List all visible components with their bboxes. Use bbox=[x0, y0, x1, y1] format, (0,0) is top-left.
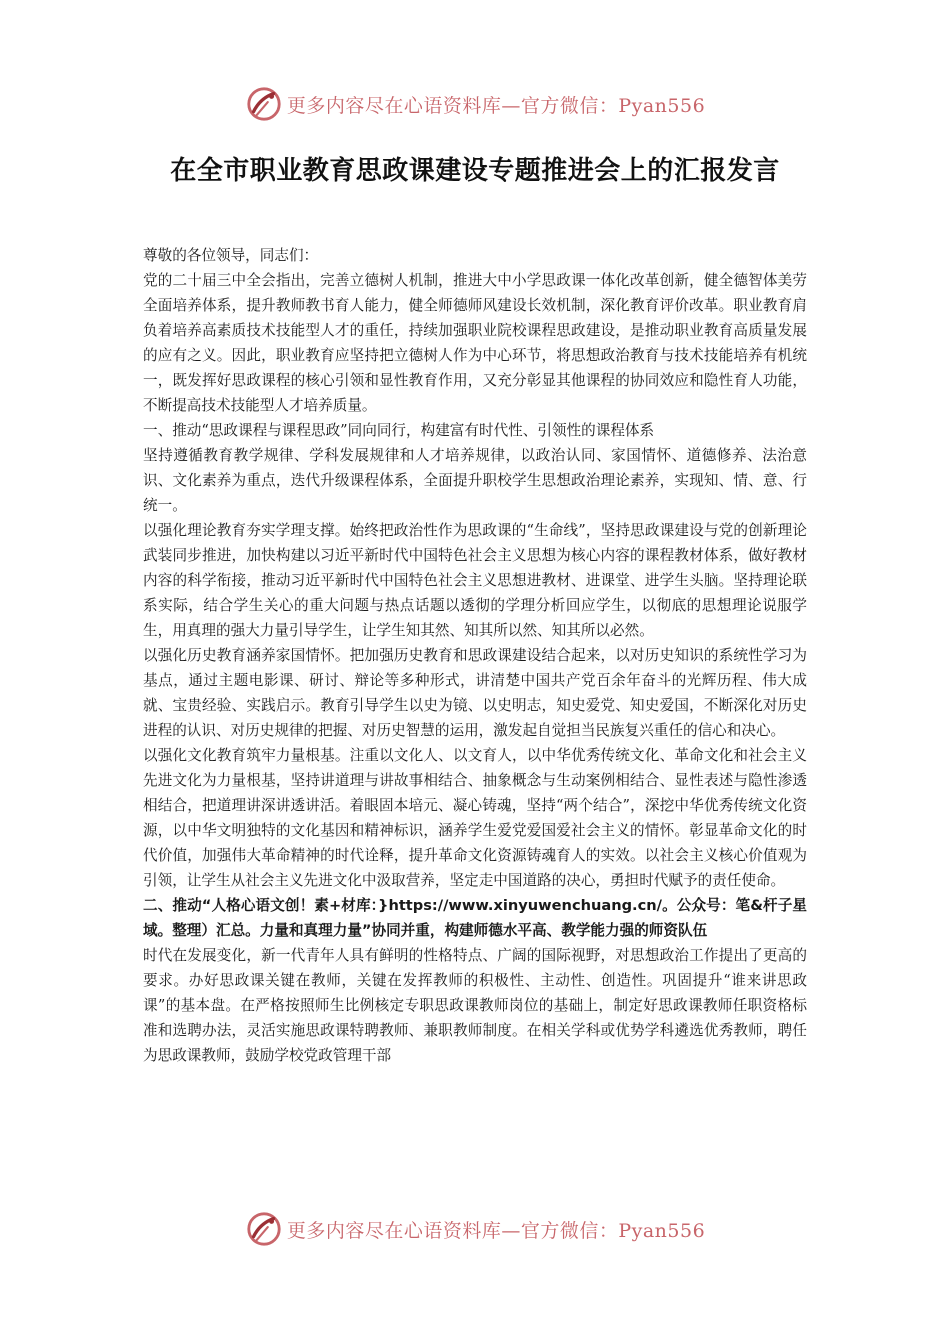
paragraph: 以强化理论教育夯实学理支撑。始终把政治性作为思政课的“生命线”，坚持思政课建设与党的创新理论武装同步推进，加快构建以习近平新时代中国特色社会主义思想为核心内容的课程教材体系，做好教材内容的科学衔接，推动习近平新时代中国特色社会主义思想进教材、进课堂、进学生头脑。坚持理论联系实际，结合学生关心的重大问题与热点话题以透彻的学理分析回应学生，以彻底的思想理论说服学生，用真理的强大力量引导学生，让学生知其然、知其所以然、知其所以必然。 bbox=[143, 522, 807, 639]
document-body bbox=[143, 243, 807, 1068]
paragraph: 党的二十届三中全会指出，完善立德树人机制，推进大中小学思政课一体化改革创新，健全德智体美劳全面培养体系，提升教师教书育人能力，健全师德师风建设长效机制，深化教育评价改革。职业教育肩负着培养高素质技术技能型人才的重任，持续加强职业院校课程思政建设，是推动职业教育高质量发展的应有之义。因此，职业教育应坚持把立德树人作为中心环节，将思想政治教育与技术技能培养有机统一，既发挥好思政课程的核心引领和显性教育作用，又充分彰显其他课程的协同效应和隐性育人功能，不断提高技术技能型人才培养质量。 bbox=[143, 272, 807, 414]
brush-logo-icon bbox=[245, 1210, 283, 1248]
document-title: 在全市职业教育思政课建设专题推进会上的汇报发言 bbox=[170, 156, 780, 186]
paragraph: 时代在发展变化，新一代青年人具有鲜明的性格特点、广阔的国际视野，对思想政治工作提出了更高的要求。办好思政课关键在教师，关键在发挥教师的积极性、主动性、创造性。巩固提升“谁来讲思政课”的基本盘。在严格按照师生比例核定专职思政课教师岗位的基础上，制定好思政课教师任职资格标准和选聘办法，灵活实施思政课特聘教师、兼职教师制度。在相关学科或优势学科遴选优秀教师，聘任为思政课教师，鼓励学校党政管理干部 bbox=[143, 947, 807, 1064]
banner-text: 更多内容尽在心语资料库—官方微信：Pyan556 bbox=[286, 94, 706, 117]
salutation: 尊敬的各位领导，同志们： bbox=[143, 247, 319, 264]
header-watermark-banner bbox=[0, 82, 950, 126]
section-heading: 二、推动“人格心语文创！素+材库：}https://www.xinyuwenchuang.cn/。公众号：笔&杆子星域。整理）汇总。力量和真理力量”协同并重，构建师德水平高、教学能力强的师资队伍 bbox=[143, 897, 807, 939]
paragraph: 坚持遵循教育教学规律、学科发展规律和人才培养规律，以政治认同、家国情怀、道德修养、法治意识、文化素养为重点，迭代升级课程体系，全面提升职校学生思想政治理论素养，实现知、情、意、行统一。 bbox=[143, 447, 807, 514]
footer-watermark-banner bbox=[0, 1207, 950, 1251]
brush-logo-icon bbox=[245, 85, 283, 123]
section-heading: 一、推动“思政课程与课程思政”同向同行，构建富有时代性、引领性的课程体系 bbox=[143, 422, 655, 439]
paragraph: 以强化文化教育筑牢力量根基。注重以文化人、以文育人，以中华优秀传统文化、革命文化和社会主义先进文化为力量根基，坚持讲道理与讲故事相结合、抽象概念与生动案例相结合、显性表述与隐性渗透相结合，把道理讲深讲透讲活。着眼固本培元、凝心铸魂，坚持“两个结合”，深挖中华优秀传统文化资源，以中华文明独特的文化基因和精神标识，涵养学生爱党爱国爱社会主义的情怀。彰显革命文化的时代价值，加强伟大革命精神的时代诠释，提升革命文化资源铸魂育人的实效。以社会主义核心价值观为引领，让学生从社会主义先进文化中汲取营养，坚定走中国道路的决心，勇担时代赋予的责任使命。 bbox=[143, 747, 807, 889]
paragraph: 以强化历史教育涵养家国情怀。把加强历史教育和思政课建设结合起来，以对历史知识的系统性学习为基点，通过主题电影课、研讨、辩论等多种形式，讲清楚中国共产党百余年奋斗的光辉历程、伟大成就、宝贵经验、实践启示。教育引导学生以史为镜、以史明志，知史爱党、知史爱国，不断深化对历史进程的认识、对历史规律的把握、对历史智慧的运用，激发起自觉担当民族复兴重任的信心和决心。 bbox=[143, 647, 807, 739]
banner-text: 更多内容尽在心语资料库—官方微信：Pyan556 bbox=[286, 1219, 706, 1242]
